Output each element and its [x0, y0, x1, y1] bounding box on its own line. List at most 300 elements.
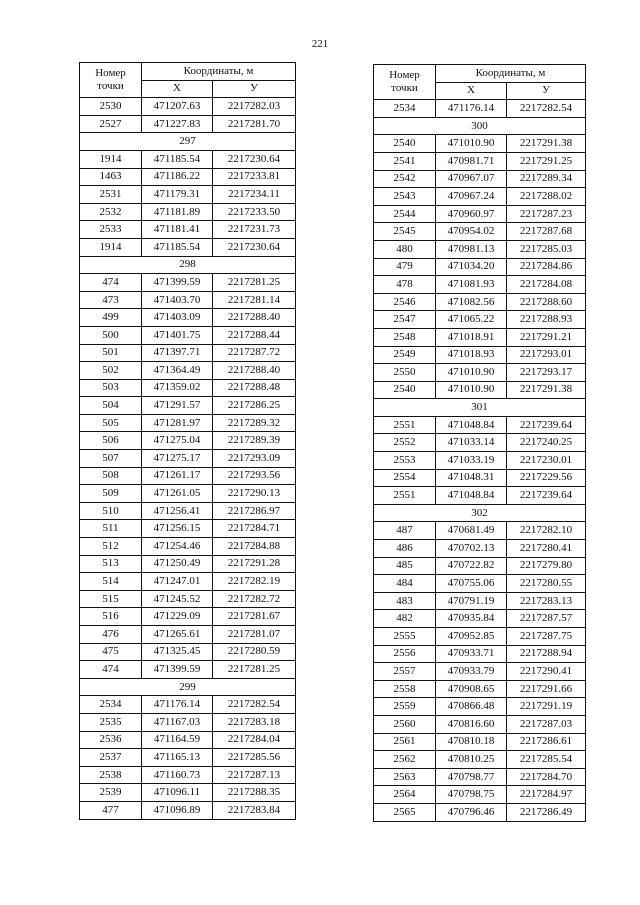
x-coordinate-cell: 470981.71: [436, 152, 507, 170]
table-row: [374, 152, 586, 170]
point-number-cell: 514: [80, 573, 142, 591]
section-label: 301: [374, 399, 586, 417]
y-coordinate-cell: 2217281.25: [213, 661, 296, 679]
point-number-cell: 501: [80, 344, 142, 362]
table-row: [80, 203, 296, 221]
point-number-cell: 2534: [80, 696, 142, 714]
table-row: [374, 170, 586, 188]
point-number-cell: 2563: [374, 768, 436, 786]
y-coordinate-cell: 2217291.19: [507, 698, 586, 716]
y-coordinate-cell: 2217284.86: [507, 258, 586, 276]
table-row: [374, 205, 586, 223]
point-number-cell: 2561: [374, 733, 436, 751]
y-coordinate-cell: 2217291.28: [213, 555, 296, 573]
point-number-cell: 502: [80, 362, 142, 380]
point-number-cell: 2537: [80, 749, 142, 767]
x-coordinate-cell: 471247.01: [142, 573, 213, 591]
y-coordinate-cell: 2217289.32: [213, 414, 296, 432]
point-number-cell: 474: [80, 661, 142, 679]
x-header: X: [142, 80, 213, 98]
x-coordinate-cell: 470681.49: [436, 522, 507, 540]
section-label: 300: [374, 117, 586, 135]
coordinates-table-right: [373, 64, 586, 822]
point-number-cell: 486: [374, 540, 436, 558]
table-row: [80, 555, 296, 573]
x-coordinate-cell: 471164.59: [142, 731, 213, 749]
table-row: [80, 414, 296, 432]
coordinates-header: Координаты, м: [436, 65, 586, 83]
table-row: [80, 573, 296, 591]
point-number-cell: 2551: [374, 487, 436, 505]
table-row: [80, 221, 296, 239]
point-number-header-line1: Номер: [389, 69, 420, 82]
point-number-cell: 504: [80, 397, 142, 415]
point-number-cell: 2527: [80, 115, 142, 133]
y-coordinate-cell: 2217288.40: [213, 309, 296, 327]
point-number-cell: 2533: [80, 221, 142, 239]
x-coordinate-cell: 470810.18: [436, 733, 507, 751]
point-number-cell: 2534: [374, 100, 436, 118]
table-row: [374, 188, 586, 206]
y-coordinate-cell: 2217286.97: [213, 502, 296, 520]
x-coordinate-cell: 470935.84: [436, 610, 507, 628]
y-coordinate-cell: 2217281.70: [213, 115, 296, 133]
x-coordinate-cell: 471186.22: [142, 168, 213, 186]
y-coordinate-cell: 2217230.01: [507, 452, 586, 470]
point-number-cell: 480: [374, 240, 436, 258]
table-row: [374, 733, 586, 751]
y-coordinate-cell: 2217288.40: [213, 362, 296, 380]
point-number-cell: 485: [374, 557, 436, 575]
x-coordinate-cell: 471065.22: [436, 311, 507, 329]
y-coordinate-cell: 2217290.13: [213, 485, 296, 503]
x-coordinate-cell: 470952.85: [436, 628, 507, 646]
point-number-cell: 507: [80, 450, 142, 468]
y-coordinate-cell: 2217286.49: [507, 803, 586, 821]
point-number-cell: 499: [80, 309, 142, 327]
y-coordinate-cell: 2217288.44: [213, 326, 296, 344]
point-number-cell: 505: [80, 414, 142, 432]
x-coordinate-cell: 471160.73: [142, 766, 213, 784]
table-row: [80, 168, 296, 186]
x-coordinate-cell: 471165.13: [142, 749, 213, 767]
x-coordinate-cell: 471256.41: [142, 502, 213, 520]
point-number-cell: 2546: [374, 293, 436, 311]
y-coordinate-cell: 2217293.09: [213, 450, 296, 468]
point-number-cell: 503: [80, 379, 142, 397]
table-row: [374, 663, 586, 681]
section-label: 298: [80, 256, 296, 274]
point-number-cell: 2539: [80, 784, 142, 802]
point-number-cell: 2565: [374, 803, 436, 821]
x-coordinate-cell: 471227.83: [142, 115, 213, 133]
y-coordinate-cell: 2217284.04: [213, 731, 296, 749]
y-coordinate-cell: 2217239.64: [507, 416, 586, 434]
y-coordinate-cell: 2217282.54: [213, 696, 296, 714]
point-number-cell: 2548: [374, 328, 436, 346]
point-number-header-line2: точки: [391, 82, 418, 95]
point-number-cell: 500: [80, 326, 142, 344]
table-row: [374, 680, 586, 698]
table-row: [374, 258, 586, 276]
x-coordinate-cell: 471096.11: [142, 784, 213, 802]
y-coordinate-cell: 2217281.07: [213, 626, 296, 644]
section-label: 302: [374, 504, 586, 522]
x-coordinate-cell: 471364.49: [142, 362, 213, 380]
table-row: [374, 293, 586, 311]
table-row: [374, 768, 586, 786]
x-coordinate-cell: 471397.71: [142, 344, 213, 362]
point-number-cell: 2547: [374, 311, 436, 329]
x-coordinate-cell: 471281.97: [142, 414, 213, 432]
table-row: [374, 698, 586, 716]
y-coordinate-cell: 2217230.64: [213, 150, 296, 168]
table-row: [374, 592, 586, 610]
point-number-cell: 2551: [374, 416, 436, 434]
x-coordinate-cell: 471010.90: [436, 135, 507, 153]
x-coordinate-cell: 471176.14: [142, 696, 213, 714]
point-number-cell: 473: [80, 291, 142, 309]
point-number-cell: 474: [80, 274, 142, 292]
x-coordinate-cell: 471033.19: [436, 452, 507, 470]
point-number-cell: 2550: [374, 364, 436, 382]
y-coordinate-cell: 2217290.41: [507, 663, 586, 681]
x-coordinate-cell: 470796.46: [436, 803, 507, 821]
y-coordinate-cell: 2217287.03: [507, 715, 586, 733]
x-coordinate-cell: 471256.15: [142, 520, 213, 538]
y-coordinate-cell: 2217281.67: [213, 608, 296, 626]
x-coordinate-cell: 471359.02: [142, 379, 213, 397]
x-coordinate-cell: 470981.13: [436, 240, 507, 258]
point-number-cell: 475: [80, 643, 142, 661]
table-row: [374, 610, 586, 628]
table-row: [374, 540, 586, 558]
x-coordinate-cell: 471048.31: [436, 469, 507, 487]
section-row: [374, 399, 586, 417]
y-coordinate-cell: 2217288.48: [213, 379, 296, 397]
table-row: [374, 452, 586, 470]
x-coordinate-cell: 470798.75: [436, 786, 507, 804]
y-coordinate-cell: 2217286.61: [507, 733, 586, 751]
x-coordinate-cell: 471399.59: [142, 274, 213, 292]
x-coordinate-cell: 471096.89: [142, 801, 213, 819]
x-coordinate-cell: 471185.54: [142, 150, 213, 168]
table-row: [374, 276, 586, 294]
y-coordinate-cell: 2217287.23: [507, 205, 586, 223]
y-coordinate-cell: 2217284.88: [213, 538, 296, 556]
table-row: [374, 240, 586, 258]
table-row: [374, 364, 586, 382]
point-number-cell: 510: [80, 502, 142, 520]
table-row: [374, 223, 586, 241]
table-row: [80, 309, 296, 327]
point-number-cell: 508: [80, 467, 142, 485]
point-number-cell: 483: [374, 592, 436, 610]
table-row: [80, 362, 296, 380]
y-coordinate-cell: 2217229.56: [507, 469, 586, 487]
section-row: [80, 133, 296, 151]
x-coordinate-cell: 471325.45: [142, 643, 213, 661]
table-row: [374, 328, 586, 346]
point-number-cell: 478: [374, 276, 436, 294]
x-coordinate-cell: 470967.07: [436, 170, 507, 188]
point-number-cell: 2554: [374, 469, 436, 487]
y-coordinate-cell: 2217289.34: [507, 170, 586, 188]
table-row: [374, 522, 586, 540]
x-coordinate-cell: 471291.57: [142, 397, 213, 415]
table-row: [374, 346, 586, 364]
x-coordinate-cell: 471401.75: [142, 326, 213, 344]
y-coordinate-cell: 2217279.80: [507, 557, 586, 575]
x-coordinate-cell: 471229.09: [142, 608, 213, 626]
y-coordinate-cell: 2217285.03: [507, 240, 586, 258]
x-coordinate-cell: 470908.65: [436, 680, 507, 698]
table-row: [80, 379, 296, 397]
coordinates-header: Координаты, м: [142, 63, 296, 81]
table-row: [80, 397, 296, 415]
x-coordinate-cell: 471179.31: [142, 186, 213, 204]
point-number-cell: 2553: [374, 452, 436, 470]
table-row: [80, 749, 296, 767]
point-number-cell: 2545: [374, 223, 436, 241]
table-row: [80, 150, 296, 168]
y-coordinate-cell: 2217291.21: [507, 328, 586, 346]
section-row: [80, 678, 296, 696]
y-coordinate-cell: 2217284.08: [507, 276, 586, 294]
point-number-cell: 506: [80, 432, 142, 450]
table-row: [80, 608, 296, 626]
y-coordinate-cell: 2217293.17: [507, 364, 586, 382]
y-coordinate-cell: 2217284.71: [213, 520, 296, 538]
point-number-header-line1: Номер: [95, 67, 126, 80]
y-coordinate-cell: 2217283.13: [507, 592, 586, 610]
table-row: [374, 487, 586, 505]
y-coordinate-cell: 2217282.19: [213, 573, 296, 591]
y-coordinate-cell: 2217289.39: [213, 432, 296, 450]
y-coordinate-cell: 2217293.56: [213, 467, 296, 485]
y-coordinate-cell: 2217291.25: [507, 152, 586, 170]
section-row: [80, 256, 296, 274]
x-coordinate-cell: 471275.04: [142, 432, 213, 450]
point-number-cell: 2562: [374, 751, 436, 769]
y-coordinate-cell: 2217285.54: [507, 751, 586, 769]
table-row: [80, 467, 296, 485]
x-coordinate-cell: 471403.09: [142, 309, 213, 327]
point-number-cell: 477: [80, 801, 142, 819]
table-row: [374, 575, 586, 593]
y-coordinate-cell: 2217287.13: [213, 766, 296, 784]
table-row: [80, 626, 296, 644]
x-coordinate-cell: 471048.84: [436, 487, 507, 505]
y-coordinate-cell: 2217233.50: [213, 203, 296, 221]
y-coordinate-cell: 2217291.38: [507, 135, 586, 153]
x-coordinate-cell: 471185.54: [142, 238, 213, 256]
table-row: [80, 784, 296, 802]
table-row: [374, 381, 586, 399]
x-coordinate-cell: 471250.49: [142, 555, 213, 573]
point-number-cell: 2542: [374, 170, 436, 188]
table-row: [374, 751, 586, 769]
table-row: [374, 434, 586, 452]
point-number-cell: 2536: [80, 731, 142, 749]
y-coordinate-cell: 2217285.56: [213, 749, 296, 767]
x-coordinate-cell: 471167.03: [142, 713, 213, 731]
point-number-cell: 1914: [80, 150, 142, 168]
point-number-cell: 2552: [374, 434, 436, 452]
point-number-cell: 511: [80, 520, 142, 538]
y-coordinate-cell: 2217287.72: [213, 344, 296, 362]
x-coordinate-cell: 471081.93: [436, 276, 507, 294]
x-coordinate-cell: 470866.48: [436, 698, 507, 716]
x-coordinate-cell: 471181.41: [142, 221, 213, 239]
y-coordinate-cell: 2217287.75: [507, 628, 586, 646]
x-coordinate-cell: 470755.06: [436, 575, 507, 593]
table-row: [80, 344, 296, 362]
x-coordinate-cell: 471082.56: [436, 293, 507, 311]
table-row: [374, 100, 586, 118]
x-coordinate-cell: 470798.77: [436, 768, 507, 786]
x-coordinate-cell: 471048.84: [436, 416, 507, 434]
table-row: [80, 115, 296, 133]
section-label: 299: [80, 678, 296, 696]
x-coordinate-cell: 471261.05: [142, 485, 213, 503]
y-coordinate-cell: 2217291.66: [507, 680, 586, 698]
table-row: [374, 628, 586, 646]
x-coordinate-cell: 470816.60: [436, 715, 507, 733]
y-coordinate-cell: 2217234.11: [213, 186, 296, 204]
y-header: У: [213, 80, 296, 98]
x-coordinate-cell: 470722.82: [436, 557, 507, 575]
y-coordinate-cell: 2217239.64: [507, 487, 586, 505]
table-row: [80, 274, 296, 292]
point-number-cell: 1914: [80, 238, 142, 256]
table-row: [80, 520, 296, 538]
point-number-cell: 2549: [374, 346, 436, 364]
table-row: [80, 766, 296, 784]
point-number-cell: 2556: [374, 645, 436, 663]
point-number-cell: 2555: [374, 628, 436, 646]
y-coordinate-cell: 2217281.14: [213, 291, 296, 309]
x-coordinate-cell: 471261.17: [142, 467, 213, 485]
point-number-cell: 2540: [374, 381, 436, 399]
x-coordinate-cell: 471010.90: [436, 381, 507, 399]
x-coordinate-cell: 471403.70: [142, 291, 213, 309]
y-coordinate-cell: 2217287.57: [507, 610, 586, 628]
x-coordinate-cell: 471033.14: [436, 434, 507, 452]
x-coordinate-cell: 471254.46: [142, 538, 213, 556]
point-number-header-line2: точки: [97, 80, 124, 93]
y-coordinate-cell: 2217233.81: [213, 168, 296, 186]
table-row: [80, 485, 296, 503]
x-coordinate-cell: 470967.24: [436, 188, 507, 206]
table-row: [374, 803, 586, 821]
y-coordinate-cell: 2217288.35: [213, 784, 296, 802]
x-coordinate-cell: 470933.79: [436, 663, 507, 681]
point-number-cell: 2535: [80, 713, 142, 731]
point-number-cell: 2538: [80, 766, 142, 784]
table-row: [80, 450, 296, 468]
table-row: [80, 643, 296, 661]
y-coordinate-cell: 2217240.25: [507, 434, 586, 452]
table-row: [80, 432, 296, 450]
y-coordinate-cell: 2217291.38: [507, 381, 586, 399]
x-coordinate-cell: 471181.89: [142, 203, 213, 221]
x-coordinate-cell: 470954.02: [436, 223, 507, 241]
table-row: [374, 135, 586, 153]
point-number-cell: 482: [374, 610, 436, 628]
point-number-cell: 2557: [374, 663, 436, 681]
x-coordinate-cell: 471399.59: [142, 661, 213, 679]
point-number-header: [80, 63, 142, 98]
table-row: [80, 590, 296, 608]
table-row: [80, 98, 296, 116]
point-number-cell: 2559: [374, 698, 436, 716]
x-coordinate-cell: 471176.14: [436, 100, 507, 118]
table-row: [374, 469, 586, 487]
point-number-cell: 2532: [80, 203, 142, 221]
table-row: [80, 661, 296, 679]
table-row: [80, 538, 296, 556]
table-row: [80, 801, 296, 819]
coordinates-table-left: [79, 62, 296, 820]
table-row: [374, 416, 586, 434]
y-coordinate-cell: 2217283.18: [213, 713, 296, 731]
y-coordinate-cell: 2217282.72: [213, 590, 296, 608]
y-coordinate-cell: 2217230.64: [213, 238, 296, 256]
point-number-cell: 2560: [374, 715, 436, 733]
y-coordinate-cell: 2217282.10: [507, 522, 586, 540]
point-number-cell: 2530: [80, 98, 142, 116]
table-row: [374, 715, 586, 733]
table-row: [80, 713, 296, 731]
table-row: [80, 696, 296, 714]
section-row: [374, 117, 586, 135]
table-row: [80, 326, 296, 344]
x-coordinate-cell: 471207.63: [142, 98, 213, 116]
x-coordinate-cell: 470960.97: [436, 205, 507, 223]
y-coordinate-cell: 2217284.97: [507, 786, 586, 804]
page-number: 221: [311, 38, 329, 50]
table-row: [80, 291, 296, 309]
y-header: У: [507, 82, 586, 100]
point-number-cell: 2544: [374, 205, 436, 223]
x-coordinate-cell: 470933.71: [436, 645, 507, 663]
x-coordinate-cell: 471018.93: [436, 346, 507, 364]
point-number-cell: 484: [374, 575, 436, 593]
y-coordinate-cell: 2217288.93: [507, 311, 586, 329]
y-coordinate-cell: 2217288.94: [507, 645, 586, 663]
x-header: X: [436, 82, 507, 100]
y-coordinate-cell: 2217293.01: [507, 346, 586, 364]
point-number-cell: 476: [80, 626, 142, 644]
x-coordinate-cell: 470702.13: [436, 540, 507, 558]
y-coordinate-cell: 2217288.60: [507, 293, 586, 311]
x-coordinate-cell: 471010.90: [436, 364, 507, 382]
table-row: [374, 311, 586, 329]
y-coordinate-cell: 2217288.02: [507, 188, 586, 206]
y-coordinate-cell: 2217282.03: [213, 98, 296, 116]
y-coordinate-cell: 2217282.54: [507, 100, 586, 118]
x-coordinate-cell: 470791.19: [436, 592, 507, 610]
point-number-cell: 487: [374, 522, 436, 540]
section-label: 297: [80, 133, 296, 151]
table-row: [374, 557, 586, 575]
point-number-cell: 515: [80, 590, 142, 608]
x-coordinate-cell: 471275.17: [142, 450, 213, 468]
point-number-cell: 509: [80, 485, 142, 503]
table-row: [80, 502, 296, 520]
y-coordinate-cell: 2217283.84: [213, 801, 296, 819]
